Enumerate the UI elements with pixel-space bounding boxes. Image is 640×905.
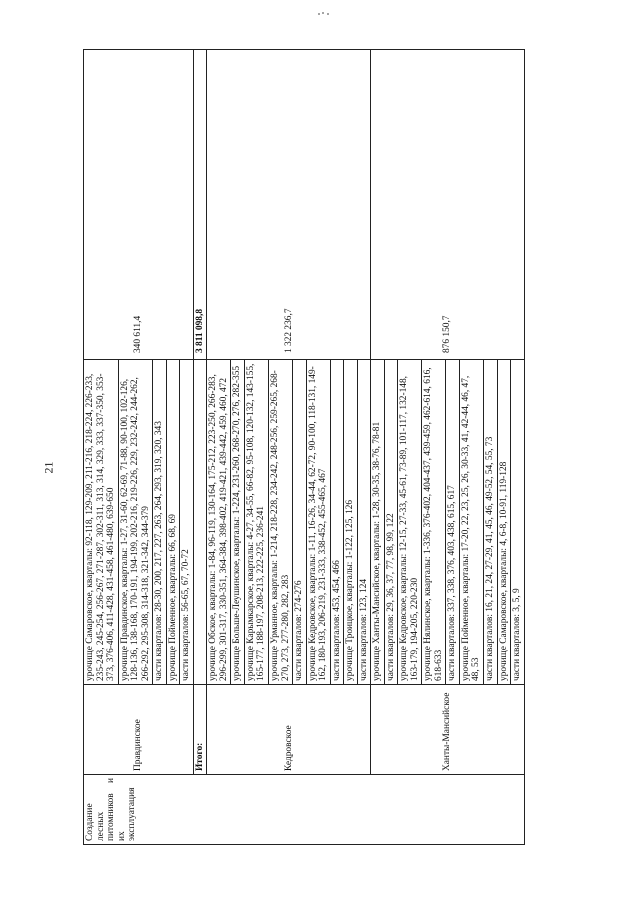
location-description: части кварталов: 3, 5, 9 xyxy=(511,360,525,685)
location-description: урочище Пойменное, кварталы: 66, 68, 69 xyxy=(166,360,180,685)
table-row xyxy=(207,50,231,845)
location-description: урочище Правдинское, кварталы: 1-27, 31-60, 62-69, 71-88, 90-100, 102-126, 128-136, 138-168, 170-191, 194-199, 202-216, 219-226, 229, 232-242, 244-262, 266-292, 295-308, 314-318, 321-342, 344-379 xyxy=(118,360,153,685)
rotated-table-container xyxy=(83,50,523,845)
district-name: Кедровское xyxy=(207,685,371,775)
location-description: урочище Больше-Леушинское, кварталы: 1-224, 231-260, 268-270, 276, 282-355 xyxy=(231,360,245,685)
location-description: урочище Самаровское, кварталы: 92-118, 129-209, 211-216, 218-224, 226-233, 235-243, 245-254, 256-267, 271-287, 302-311, 313, 314, 329, 333, 337-350, 353-373, 376-406, 411-428, 431-458, 461-480, 639-650 xyxy=(84,360,119,685)
location-description: урочище Кедровское, кварталы: 12-15, 27-33, 45-61, 73-89, 101-117, 132-148, 163-179, 194-205, 220-230 xyxy=(398,360,422,685)
location-description: урочище Самаровское, кварталы: 4, 6-8, 10-91, 119-128 xyxy=(497,360,511,685)
location-description: урочище Ханты-Мансийское, кварталы: 1-28, 30-35, 38-76, 78-81 xyxy=(371,360,385,685)
district-name: Правдинское xyxy=(84,685,194,775)
location-description: урочище Нялинское, кварталы: 1-336, 376-402, 404-437, 439-459, 462-614, 616, 618-633 xyxy=(422,360,446,685)
location-description: части кварталов: 453, 454, 466 xyxy=(330,360,344,685)
table-row xyxy=(371,50,385,845)
district-name: Ханты-Мансийское xyxy=(371,685,524,775)
area-value: 340 611,4 xyxy=(84,50,194,360)
scan-speck xyxy=(318,12,330,15)
area-value: 3 811 098,8 xyxy=(193,50,207,360)
district-name: Итого: xyxy=(193,685,207,775)
location-description: урочище Пойменное, кварталы: 17-20, 22, 23, 25, 26, 30-33, 41, 42-44, 46, 47, 48, 53 xyxy=(459,360,483,685)
location-description: части кварталов: 29, 36, 37, 77, 98, 99, 122 xyxy=(384,360,398,685)
location-description: урочище Кедровское, кварталы: 1-11, 16-26, 34-44, 62-72, 90-100, 118-131, 149-162, 180-193, 206-219, 231-333, 338-452, 455-465, 467 xyxy=(306,360,330,685)
forest-districts-table xyxy=(83,49,525,845)
table-body xyxy=(84,50,525,845)
location-description: урочище Обское, кварталы: 1-84, 96-119, 130-164, 175-212, 223-250, 266-283, 296-299, 301-317, 330-351, 364-384, 398-402, 419-421, 439-442, 459, 460, 472 xyxy=(207,360,231,685)
location-description: части кварталов: 274-276 xyxy=(293,360,307,685)
table-row xyxy=(84,50,119,845)
area-value: 876 150,7 xyxy=(371,50,524,360)
location-description: части кварталов: 123, 124 xyxy=(357,360,371,685)
location-description: урочище Карымкарское, кварталы: 4-27, 34-55, 66-82, 95-108, 120-132, 143-155, 165-177, 188-197, 208-213, 222-225, 236-241 xyxy=(244,360,268,685)
category-cell: Создание лесных питомников и их эксплуатация xyxy=(84,775,525,845)
page-number: 21 xyxy=(41,461,56,474)
location-description xyxy=(193,360,207,685)
table-row xyxy=(193,50,207,845)
area-value: 1 322 236,7 xyxy=(207,50,371,360)
location-description: урочище Урманное, кварталы: 1-214, 218-228, 234-242, 248-256, 259-265, 268-270, 273, 277-280, 282, 283 xyxy=(268,360,292,685)
location-description: части кварталов: 56-65, 67, 70-72 xyxy=(180,360,194,685)
location-description: урочище Троицкое, кварталы: 1-122, 125, 126 xyxy=(344,360,358,685)
location-description: части кварталов: 28-30, 200, 217, 227, 263, 264, 293, 319, 320, 343 xyxy=(153,360,167,685)
location-description: части кварталов: 337, 338, 376, 403, 438, 615, 617 xyxy=(446,360,460,685)
location-description: части кварталов: 16, 21, 24, 27-29, 41, 45, 46, 49-52, 54, 55, 73 xyxy=(484,360,498,685)
